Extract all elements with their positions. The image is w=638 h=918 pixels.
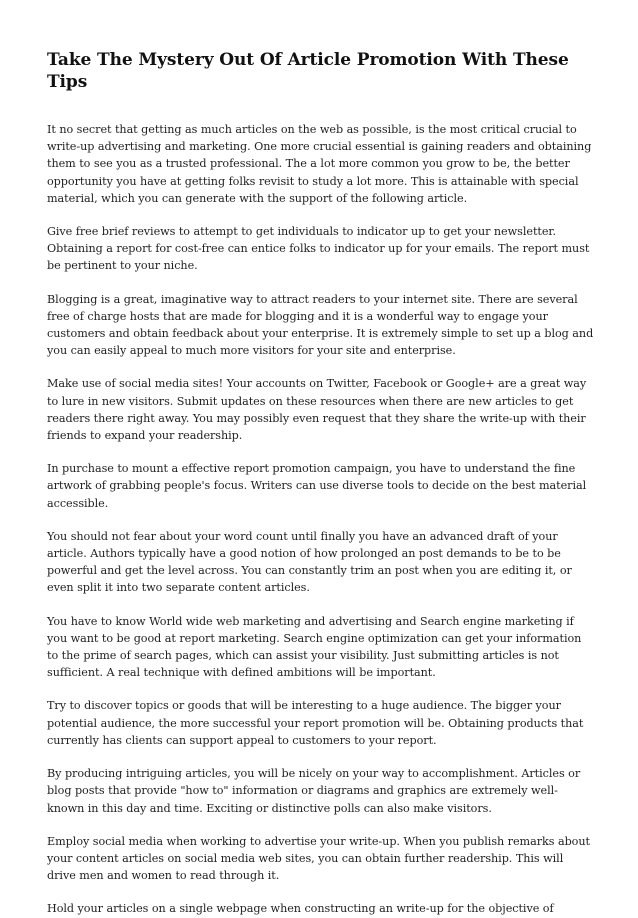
paragraph-6: You should not fear about your word count until finally you have an advanced draft of your article. Authors typically have a good notion of how prolonged an post demands to be to be powerful and get the level across. You can constantly trim an post when you are editing it, or even split it into two separate content articles. [47, 529, 572, 595]
paragraph-2: Give free brief reviews to attempt to get individuals to indicator up to get your newsletter. Obtaining a report for cost-free can entice folks to indicator up for your emails. The report must be pertinent to your niche. [47, 225, 590, 273]
paragraph-8: Try to discover topics or goods that will be interesting to a huge audience. The bigger your potential audience, the more successful your report promotion will be. Obtaining products that currently has clients can support appeal to customers to your report. [47, 699, 584, 747]
paragraph-11: Hold your articles on a single webpage when constructing an write-up for the objective of [47, 902, 554, 916]
paragraph-3: Blogging is a great, imaginative way to attract readers to your internet site. There are several free of charge hosts that are made for blogging and it is a wonderful way to engage your customers and obtain feedback about your enterprise. It is extremely simple to set up a blog and you can easily appeal to much more visitors for your site and enterprise. [47, 292, 594, 358]
paragraph-7: You have to know World wide web marketing and advertising and Search engine marketing if you want to be good at report marketing. Search engine optimization can get your information to the prime of search pages, which can assist your visibility. Just submitting articles is not sufficient. A real technique with defined ambitions will be important. [47, 614, 582, 680]
paragraph-9: By producing intriguing articles, you will be nicely on your way to accomplishment. Articles or blog posts that provide "how to" information or diagrams and graphics are extremely well-known in this day and time. Exciting or distinctive polls can also make visitors. [47, 767, 581, 815]
article-body [47, 121, 594, 918]
page-title: Take The Mystery Out Of Article Promotion With These Tips [47, 50, 569, 92]
paragraph-10: Employ social media when working to advertise your write-up. When you publish remarks about your content articles on social media web sites, you can obtain further readership. This will drive men and women to read through it. [47, 834, 590, 883]
paragraph-5: In purchase to mount a effective report promotion campaign, you have to understand the fine artwork of grabbing people's focus. Writers can use diverse tools to decide on the best material accessible. [47, 462, 587, 510]
paragraph-4: Make use of social media sites! Your accounts on Twitter, Facebook or Google+ are a great way to lure in new visitors. Submit updates on these resources when there are new articles to get readers there right away. You may possibly even request that they share the write-up with their friends to expand your readership. [47, 377, 587, 443]
paragraph-1: It no secret that getting as much articles on the web as possible, is the most critical crucial to write-up advertising and marketing. One more crucial essential is gaining readers and obtaining them to see you as a trusted professional. The a lot more common you grow to be, the better opportunity you have at getting folks revisit to study a lot more. This is attainable with special material, which you can generate with the support of the following article. [47, 123, 592, 205]
